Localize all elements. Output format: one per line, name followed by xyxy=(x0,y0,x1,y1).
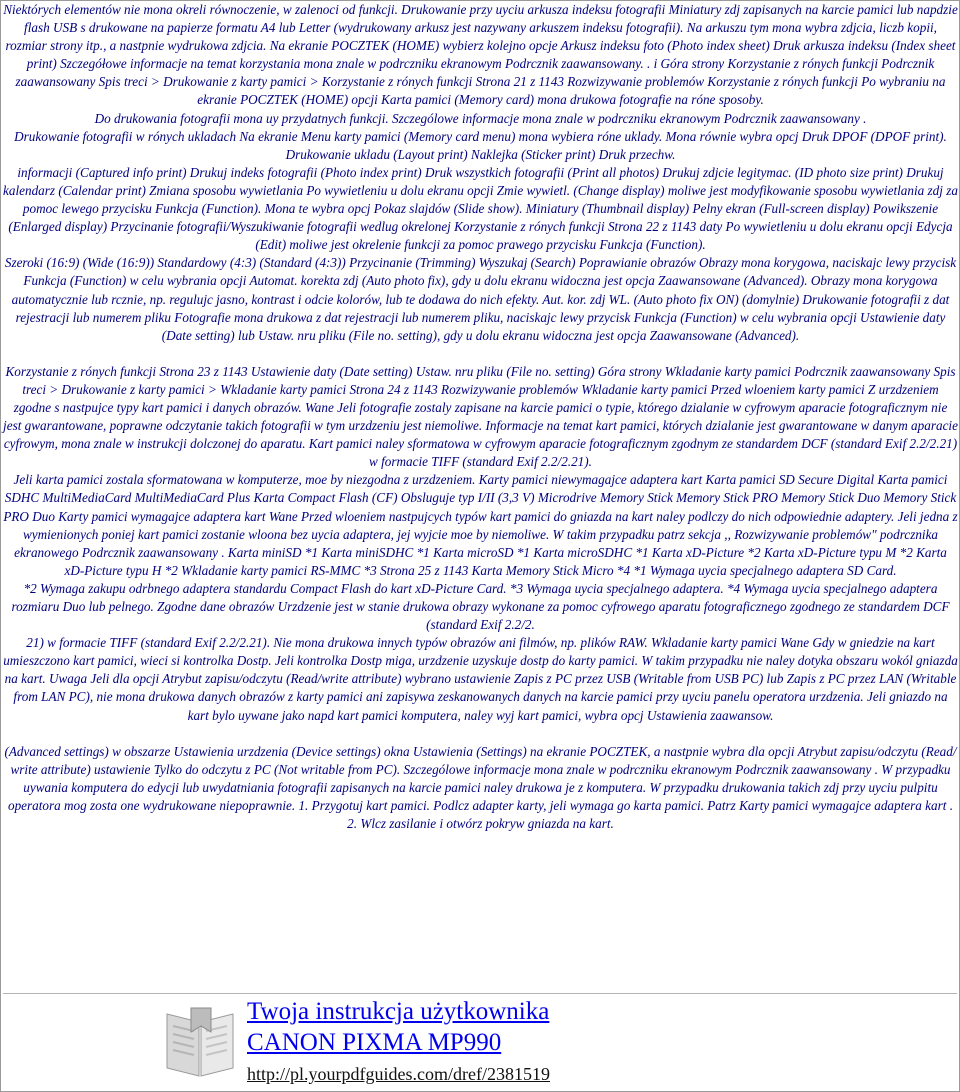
paragraph-card-types: Jeli karta pamici zostala sformatowana w komputerze, moe by niezgodna z urzdzeniem. Karty pamici niewymagajce adaptera kart Karta pamici SD Secure Digital Karta pamici SDHC MultiMediaCard MultiMediaCard Plus Karta Compact Flash (CF) Obsluguje typ I/II (3,3 V) Microdrive Memory Stick Memory Stick PRO Memory Stick Duo Memory Stick PRO Duo Karty pamici wymagajce adaptera kart Wane Przed wloeniem nastpujcych typów kart pamici do gniazda na kart naley podlczy do nich odpowiednie adaptery. Jeli jedna z wymienionych poniej kart pamici zostanie wloona bez uycia adaptera, jej wyjcie moe by niemoliwe. W takim przypadku patrz sekcja ,, Rozwizywanie problemów" podrcznika ekranowego Podrcznik zaawansowany . Karta miniSD *1 Karta miniSDHC *1 Karta microSD *1 Karta microSDHC *1 Karta xD-Picture *2 Karta xD-Picture typu M *2 Karta xD-Picture typu H *2 Wkladanie karty pamici RS-MMC *3 Strona 25 z 1143 Karta Memory Stick Micro *4 *1 Wymaga uycia specjalnego adaptera SD Card. xyxy=(3,472,958,578)
footer-title[interactable]: Twoja instrukcja użytkownika xyxy=(247,998,550,1025)
paragraph-spacer xyxy=(3,725,958,743)
paragraph-display-modes: informacji (Captured info print) Drukuj indeks fotografii (Photo index print) Druk wszystkich fotografii (Print all photos) Drukuj zdjcie legitymac. (ID photo size print) Drukuj kalendarz (Calendar print) Zmiana sposobu wywietlania Po wywietleniu u dolu ekranu opcji Zmie wywietl. (Change display) moliwe jest modyfikowanie sposobu wywietlania zdj za pomoc lewego przycisku Funkcja (Function). Mona te wybra opcj Pokaz slajdów (Slide show). Miniatury (Thumbnail display) Pelny ekran (Full-screen display) Powikszenie (Enlarged display) Przycinanie fotografii/Wyszukiwanie fotografii wedlug okrelonej Korzystanie z rónych funkcji Strona 22 z 1143 daty Po wywietleniu u dolu ekranu opcji Edycja (Edit) moliwe jest okrelenie funkcji za pomoc prawego przycisku Funkcja (Function). xyxy=(3,164,958,253)
paragraph-advanced-settings: (Advanced settings) w obszarze Ustawienia urzdzenia (Device settings) okna Ustawienia (Settings) na ekranie POCZTEK, a nastpnie wybra dla opcji Atrybut zapisu/odczytu (Read/ write attribute) ustawienie Tylko do odczytu z PC (Not writable from PC). Szczególowe informacje mona znale w podrczniku ekranowym Podrcznik zaawansowany . W przypadku uywania komputera do edycji lub uwydatniania fotografii zapisanych na karcie pamici naley drukowa je z komputera. W przypadku drukowania takich zdj przy uyciu pulpitu operatora mog zosta one wydrukowane niepoprawnie. 1. Przygotuj kart pamici. Podlcz adapter karty, jeli wymaga go karta pamici. Patrz Karty pamici wymagajce adaptera kart . 2. Wlcz zasilanie i otwórz pokryw gniazda na kart. xyxy=(4,743,957,832)
book-logo-icon xyxy=(161,1004,239,1082)
footer-url-link[interactable]: http://pl.yourpdfguides.com/dref/2381519 xyxy=(247,1064,550,1084)
paragraph-access-lamp: 21) w formacie TIFF (standard Exif 2.2/2.21). Nie mona drukowa innych typów obrazów ani filmów, np. plików RAW. Wkladanie karty pamici Wane Gdy w gniedzie na kart umieszczono kart pamici, wieci si kontrolka Dostp. Jeli kontrolka Dostp miga, urzdzenie uzyskuje dostp do karty pamici. W takim przypadku nie naley dotyka obszaru wokól gniazda na kart. Uwaga Jeli dla opcji Atrybut zapisu/odczytu (Read/write attribute) wybrano ustawienie Zapis z PC przez USB (Writable from USB PC) lub Zapis z PC przez LAN (Writable from LAN PC), nie mona drukowa danych obrazów z karty pamici ani zapisywa zeskanowanych danych na karcie pamici przy uyciu panelu operatora urzdzenia. Jeli gniazdo na kart bylo uywane jako napd kart pamici komputera, naley wyj kart pamici, wybra opcj Ustawienia zaawansow. xyxy=(3,635,958,723)
paragraph-useful-functions: Do drukowania fotografii mona uy przydatnych funkcji. Szczególowe informacje mona znale w podrczniku ekranowym Podrcznik zaawansowany . xyxy=(94,110,867,126)
footer-banner xyxy=(3,993,957,1091)
paragraph-inserting-card: Korzystanie z rónych funkcji Strona 23 z 1143 Ustawienie daty (Date setting) Ustaw. nru pliku (File no. setting) Góra strony Wkladanie karty pamici Podrcznik zaawansowany Spis treci > Drukowanie z karty pamici > Wkladanie karty pamici Strona 24 z 1143 Rozwizywanie problemów Wkladanie karty pamici Przed wloeniem karty pamici Z urzdzeniem zgodne s nastpujce typy kart pamici i danych obrazów. Wane Jeli fotografie zostaly zapisane na karcie pamici o typie, którego dzialanie w cyfrowym aparacie fotograficznym nie jest gwarantowane, poprawne odczytanie takich fotografii w tym urzdzeniu jest niemoliwe. Informacje na temat kart pamici, których dzialanie jest gwarantowane w danym aparacie cyfrowym, mona znale w instrukcji dolczonej do aparatu. Kart pamici naley sformatowa w cyfrowym aparacie fotograficznym zgodnym ze standardem DCF (standard Exif 2.2/2.21) w formacie TIFF (standard Exif 2.2/2.21). xyxy=(3,363,958,470)
footer-text xyxy=(247,996,550,1087)
footer-product-name[interactable]: CANON PIXMA MP990 xyxy=(247,1029,502,1056)
paragraph-spacer xyxy=(3,345,958,363)
paragraph-adapter-notes: *2 Wymaga zakupu odrbnego adaptera standardu Compact Flash do kart xD-Picture Card. *3 Wymaga uycia specjalnego adaptera. *4 Wymaga uycia specjalnego adaptera rozmiaru Duo lub pelnego. Zgodne dane obrazów Urzdzenie jest w stanie drukowa obrazy wykonane za pomoc cyfrowego aparatu fotograficznego zgodnego ze standardem DCF (standard Exif 2.2/2. xyxy=(11,580,950,633)
paragraph-photo-index: Niektórych elementów nie mona okreli równoczenie, w zalenoci od funkcji. Drukowanie przy uyciu arkusza indeksu fotografii Miniatury zdj zapisanych na karcie pamici lub napdzie flash USB s drukowane na papierze formatu A4 lub Letter (wydrukowany arkusz jest nazywany arkuszem indeksu fotografii). Na arkuszu tym mona wybra zdjcia, liczb kopii, rozmiar strony itp., a nastpnie wydrukowa zdjcia. Na ekranie POCZTEK (HOME) wybierz kolejno opcje Arkusz indeksu foto (Photo index sheet) Druk arkusza indeksu (Index sheet print) Szczegółowe informacje na temat korzystania mona znale w podrczniku ekranowym Podrcznik zaawansowany. . i Góra strony Korzystanie z rónych funkcji Podrcznik zaawansowany Spis treci > Drukowanie z karty pamici > Korzystanie z rónych funkcji Strona 21 z 1143 Rozwizywanie problemów Korzystanie z rónych funkcji Po wybraniu na ekranie POCZTEK (HOME) opcji Karta pamici (Memory card) mona drukowa fotografie na róne sposoby. xyxy=(3,2,958,108)
document-body xyxy=(3,1,958,833)
paragraph-image-correction: Szeroki (16:9) (Wide (16:9)) Standardowy (4:3) (Standard (4:3)) Przycinanie (Trimming) Wyszukaj (Search) Poprawianie obrazów Obrazy mona korygowa, naciskajc lewy przycisk Funkcja (Function) w celu wybrania opcji Automat. korekta zdj (Auto photo fix), gdy u dolu ekranu widoczna jest opcja Zaawansowane (Advanced). Obrazy mona korygowa automatycznie lub rcznie, np. regulujc jasno, kontrast i odcie kolorów, lub te dodawa do nich efekty. Aut. kor. zdj WL. (Auto photo fix ON) (domylnie) Drukowanie fotografii z dat rejestracji lub numerem pliku Fotografie mona drukowa z dat rejestracji lub numerem pliku, naciskajc lewy przycisk Funkcja (Function) w celu wybrania opcji Ustawienie daty (Date setting) lub Ustaw. nru pliku (File no. setting), gdy u dolu ekranu widoczna jest opcja Zaawansowane (Advanced). xyxy=(4,255,957,343)
paragraph-layouts: Drukowanie fotografii w rónych ukladach Na ekranie Menu karty pamici (Memory card menu) mona wybiera róne uklady. Mona równie wybra opcj Druk DPOF (DPOF print). Drukowanie ukladu (Layout print) Naklejka (Sticker print) Druk przechw. xyxy=(14,128,947,162)
